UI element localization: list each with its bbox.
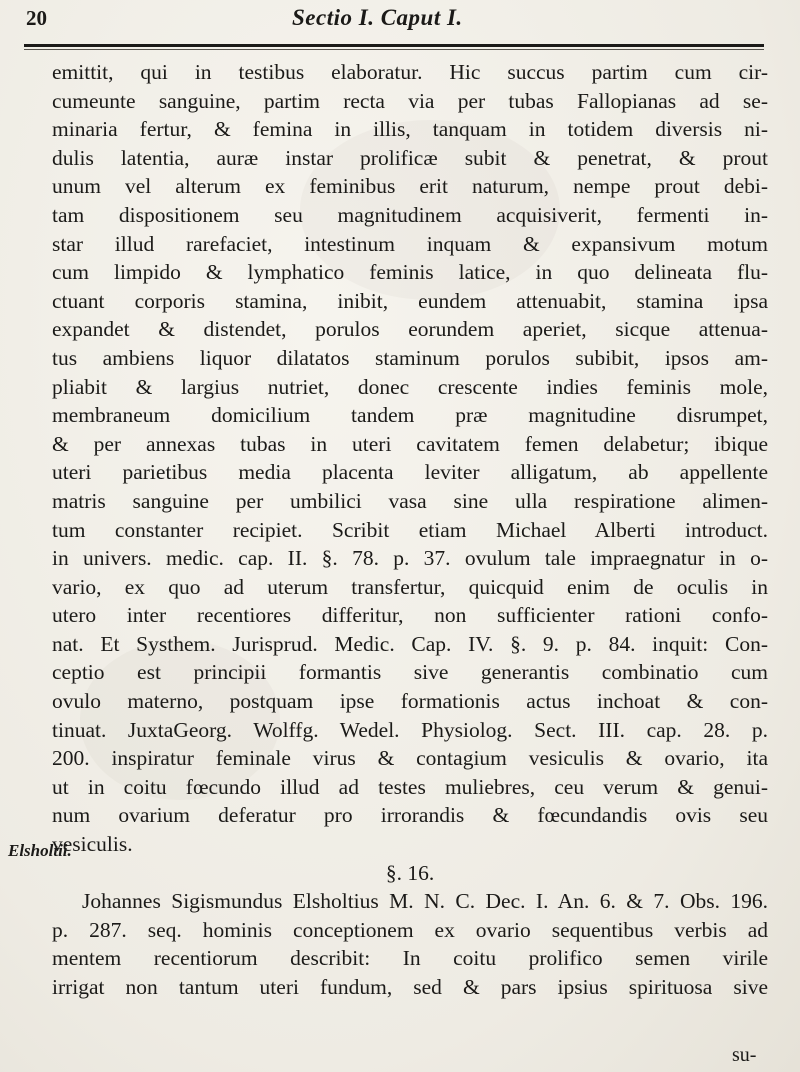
text-line: utero inter recentiores differitur, non sufficienter rationi confo-: [52, 603, 768, 628]
text-line: membraneum domicilium tandem præ magnitudine disrumpet,: [52, 403, 768, 428]
text-line: Johannes Sigismundus Elsholtius M. N. C. Dec. I. An. 6. & 7. Obs. 196.: [82, 889, 768, 914]
text-line: tinuat. JuxtaGeorg. Wolffg. Wedel. Physiolog. Sect. III. cap. 28. p.: [52, 717, 768, 742]
text-line: matris sanguine per umbilici vasa sine ulla respiratione alimen-: [52, 488, 768, 513]
text-line: ovulo materno, postquam ipse formationis actus inchoat & con-: [52, 689, 768, 714]
text-line: star illud rarefaciet, intestinum inquam & expansivum motum: [52, 231, 768, 256]
page-header: [24, 2, 764, 42]
text-line: unum vel alterum ex feminibus erit naturum, nempe prout debi-: [52, 174, 768, 199]
text-line: ceptio est principii formantis sive generantis combinatio cum: [52, 660, 768, 685]
text-line: tus ambiens liquor dilatatos staminum porulos subibit, ipsos am-: [52, 345, 768, 370]
header-rule-thin: [24, 49, 764, 50]
page-number: 20: [26, 6, 47, 30]
text-line: minaria fertur, & femina in illis, tanquam in totidem diversis ni-: [52, 117, 768, 142]
text-line: vario, ex quo ad uterum transfertur, quicquid enim de oculis in: [52, 574, 768, 599]
text-line: cum limpido & lymphatico feminis latice, in quo delineata flu-: [52, 260, 768, 285]
text-line: irrigat non tantum uteri fundum, sed & pars ipsius spirituosa sive: [52, 975, 768, 999]
header-rule: [24, 44, 764, 47]
text-line: uteri parietibus media placenta leviter alligatum, ab appellente: [52, 460, 768, 485]
text-line: tum constanter recipiet. Scribit etiam Michael Alberti introduct.: [52, 517, 768, 542]
catchword: su-: [732, 1044, 757, 1066]
text-line: pliabit & largius nutriet, donec crescente indies feminis mole,: [52, 374, 768, 399]
text-line: mentem recentiorum describit: In coitu prolifico semen virile: [52, 946, 768, 971]
text-line: expandet & distendet, porulos eorundem aperiet, sicque attenua-: [52, 317, 768, 342]
text-line: in univers. medic. cap. II. §. 78. p. 37. ovulum tale impraegnatur in o-: [52, 546, 768, 571]
text-line: 200. inspiratur feminale virus & contagium vesiculis & ovario, ita: [52, 746, 768, 771]
text-line: emittit, qui in testibus elaboratur. Hic succus partim cum cir-: [52, 60, 768, 84]
text-line: num ovarium deferatur pro irrorandis & fœcundandis ovis seu: [52, 803, 768, 828]
body-text: [52, 58, 768, 1002]
text-line: dulis latentia, auræ instar prolificæ subit & penetrat, & prout: [52, 145, 768, 170]
text-line: tam dispositionem seu magnitudinem acquisiverit, fermenti in-: [52, 202, 768, 227]
text-line: vesiculis.: [52, 832, 133, 857]
text-line: cumeunte sanguine, partim recta via per tubas Fallopianas ad se-: [52, 88, 768, 113]
section-number: §. 16.: [385, 860, 435, 885]
running-head: Sectio I. Caput I.: [292, 5, 463, 30]
text-line: p. 287. seq. hominis conceptionem ex ovario sequentibus verbis ad: [52, 917, 768, 942]
text-line: ut in coitu fœcundo illud ad testes muliebres, ceu verum & genui-: [52, 774, 768, 799]
margin-note: Elsholtii.: [8, 841, 72, 860]
text-line: nat. Et Systhem. Jurisprud. Medic. Cap. IV. §. 9. p. 84. inquit: Con-: [52, 631, 768, 656]
text-line: & per annexas tubas in uteri cavitatem femen delabetur; ibique: [52, 431, 768, 456]
text-line: ctuant corporis stamina, inibit, eundem attenuabit, stamina ipsa: [52, 288, 768, 313]
